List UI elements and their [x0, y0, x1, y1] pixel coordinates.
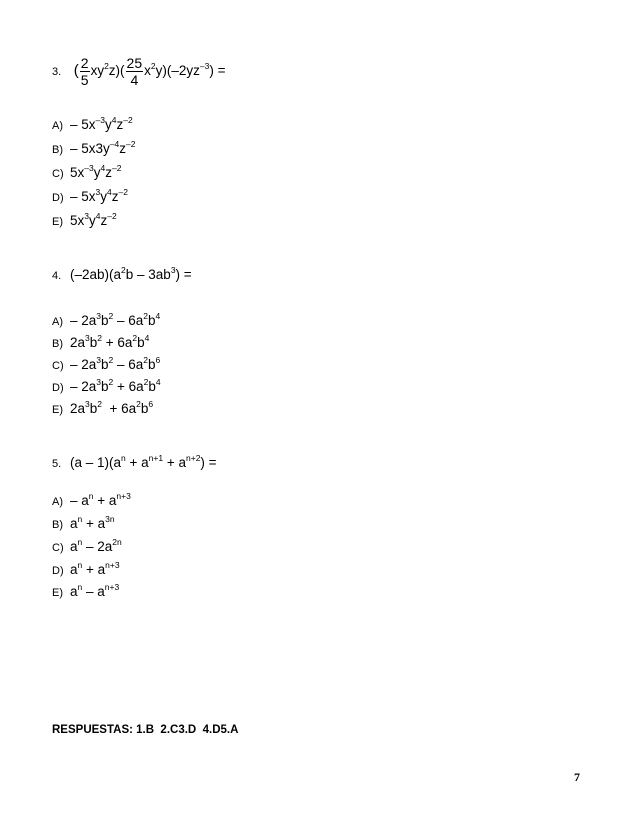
q3-option-c: C) $5x^{-3}y^4z^{-2}$ [52, 163, 122, 180]
q4-option-d: $D) - 2a^3b^2 + 6a^2b^4$ [52, 377, 161, 394]
q5-option-e: E) $a^n - a^{n+3}$ [52, 582, 120, 599]
question-number: 3. [52, 66, 62, 79]
fraction: $\frac{2}{5}$ [80, 55, 89, 88]
question-4: 4. $(-2ab)(a^2b - 3ab^3)$ = [52, 265, 192, 282]
q4-option-a: $A) - 2a^3b^2 - 6a^2b^4$ [52, 311, 161, 328]
question-5: 5. $(a - 1)(a^n + a^{n+1} + a^{n+2})$ = [52, 453, 217, 470]
q4-option-c: $C) - 2a^3b^2 - 6a^2b^6$ [52, 355, 161, 372]
answer-key: RESPUESTAS: 1.B 2.C3.D 4.D5.A [52, 724, 239, 736]
q3-option-d: $D) - 5x^3y^4z^{-2}$ [52, 187, 128, 204]
q3-option-e: E) $5x^3y^4z^{-2}$ [52, 211, 117, 228]
q5-option-c: C) $a^n - 2a^{2n}$ [52, 537, 122, 554]
fraction: $\frac{25}{4}$ [126, 55, 143, 88]
question-expression: ( $\frac{2}{5}$ $xy^2z$)( $\frac{25}{4}$ $x^2y)(-2yz^{-3})$ = [73, 55, 226, 88]
page-number: 7 [574, 770, 580, 784]
q3-option-a: $A) - 5x^{-3}y^4z^{-2}$ [52, 115, 133, 132]
q4-option-b: B) $2a^3b^2 + 6a^2b^4$ [52, 333, 150, 350]
question-number: 5. [52, 458, 62, 470]
question-3 [52, 56, 225, 87]
question-number: 4. [52, 270, 62, 282]
q5-option-d: D) $a^n + a^{n+3}$ [52, 560, 120, 577]
q3-option-b: $B) - 5x3y^{-4}z^{-2}$ [52, 139, 136, 156]
q4-option-e: E) $2a^3b^2 + 6a^2b^6$ [52, 399, 154, 416]
q5-option-a: $A) - a^n + a^{n+3}$ [52, 491, 131, 508]
q5-option-b: B) $a^n + a^{3n}$ [52, 514, 115, 531]
